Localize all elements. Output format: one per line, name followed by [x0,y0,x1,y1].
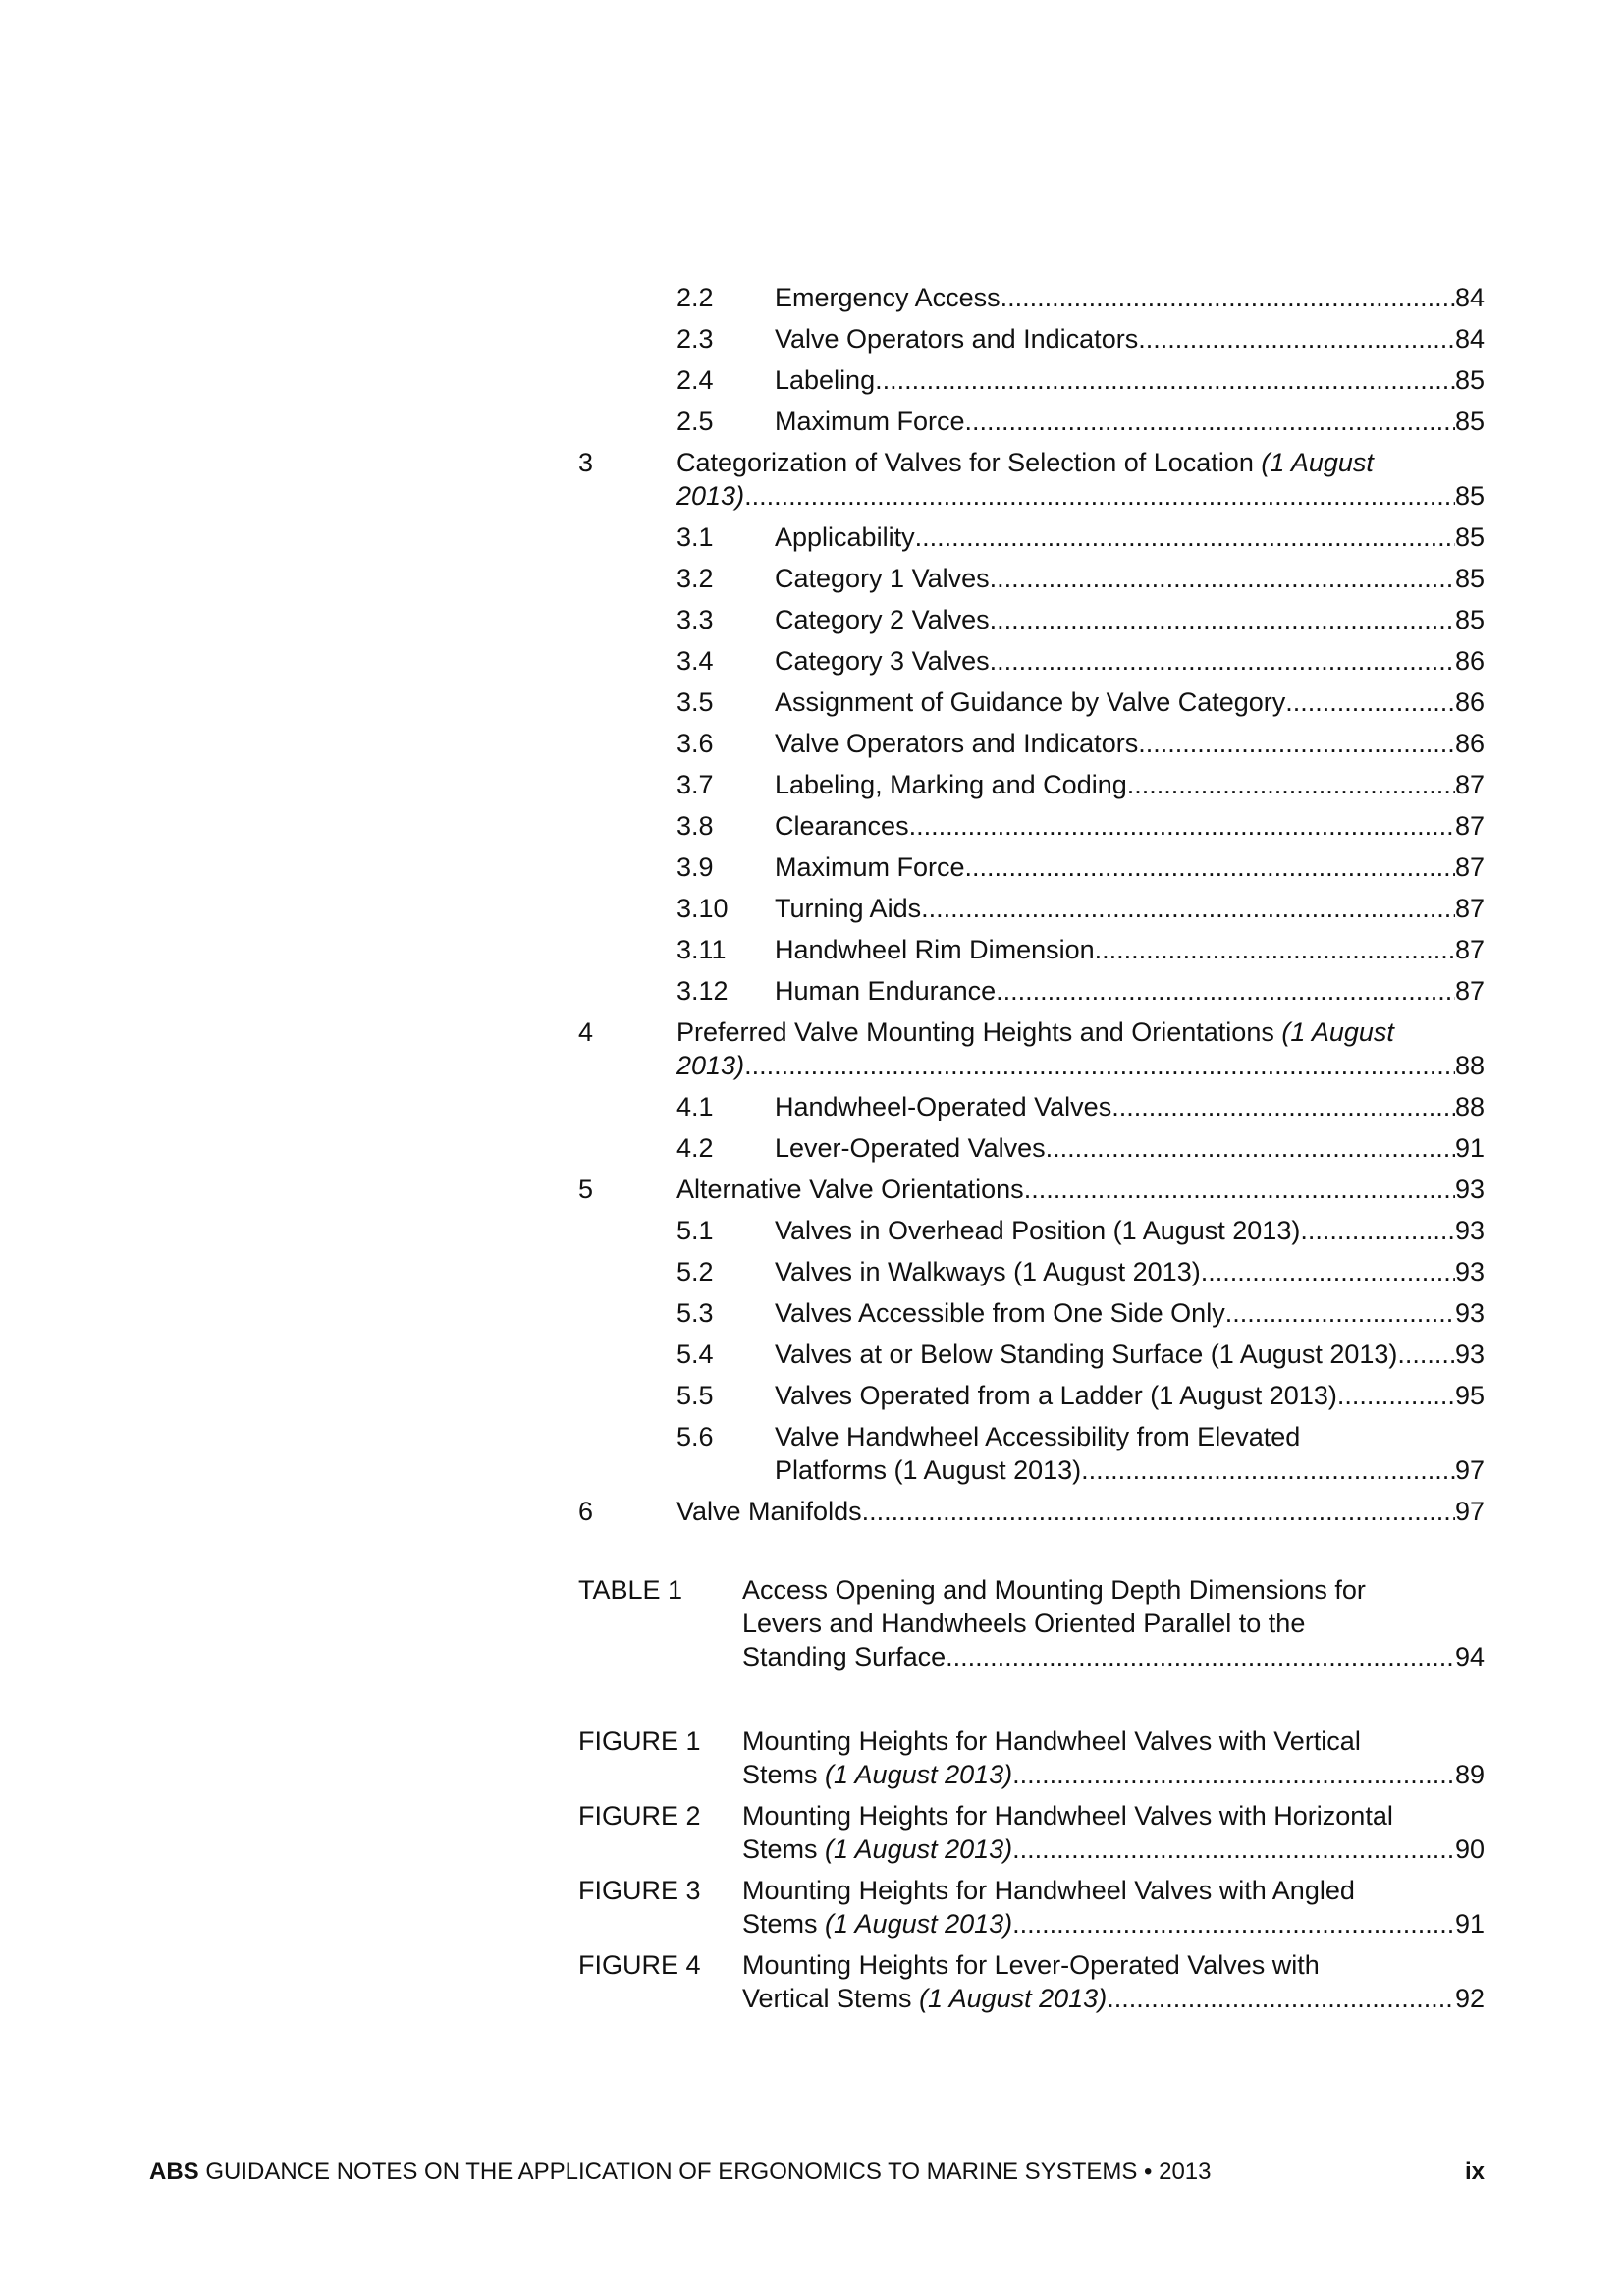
dot-leader [921,892,1455,925]
toc-figure-title-continued: Vertical Stems [742,1984,920,2013]
dot-leader [996,974,1455,1008]
toc-entry-3[interactable] [0,446,1623,520]
toc-title: Lever-Operated Valves [775,1133,1046,1163]
toc-page: 95 [1454,1381,1485,1410]
dot-leader [1024,1173,1455,1206]
toc-page: 91 [1454,1909,1485,1939]
dot-leader [990,644,1455,678]
dot-leader [915,520,1455,554]
toc-page: 91 [1454,1133,1485,1163]
toc-table-number: TABLE 1 [578,1575,683,1605]
toc-page: 93 [1454,1339,1485,1369]
toc-entry-5-2[interactable] [0,1255,1623,1296]
toc-figure-number: FIGURE 4 [578,1950,701,1980]
toc-number: 3.8 [676,811,714,841]
toc-title: Categorization of Valves for Selection of Location [676,448,1262,477]
toc-title: Valves in Walkways (1 August 2013) [775,1257,1201,1286]
toc-entry-2-3[interactable] [0,322,1623,363]
toc-figure-title-continued: Stems [742,1909,826,1939]
dot-leader [990,603,1455,636]
toc-number: 5.3 [676,1298,714,1328]
toc-figure-4[interactable] [0,1948,1623,2023]
toc-number: 3.7 [676,770,714,799]
toc-title: Valves Operated from a Ladder (1 August 2013) [775,1381,1337,1410]
toc-title: Human Endurance [775,976,997,1006]
toc-number: 2.2 [676,283,714,312]
toc-entry-3-4[interactable] [0,644,1623,685]
toc-page: 86 [1454,646,1485,676]
toc-figure-3[interactable] [0,1874,1623,1948]
dot-leader [1285,685,1455,719]
toc-entry-3-3[interactable] [0,603,1623,644]
dot-leader [1225,1296,1455,1330]
toc-page: 87 [1454,770,1485,799]
toc-number: 2.3 [676,324,714,354]
toc-page: 87 [1454,894,1485,923]
toc-title: Category 2 Valves [775,605,990,634]
toc-title: Valve Handwheel Accessibility from Elevated [775,1422,1301,1451]
toc-number: 3.6 [676,729,714,758]
dot-leader [1095,933,1455,966]
toc-entry-5-3[interactable] [0,1296,1623,1338]
toc-figure-title: Mounting Heights for Handwheel Valves with Angled [742,1876,1355,1905]
dot-leader [965,405,1455,438]
toc-title: Labeling, Marking and Coding [775,770,1127,799]
toc-entry-3-6[interactable] [0,727,1623,768]
toc-figure-title: Mounting Heights for Handwheel Valves with Vertical [742,1726,1361,1756]
toc-figure-note: (1 August 2013) [825,1909,1013,1939]
toc-figure-number: FIGURE 1 [578,1726,701,1756]
toc-page: 93 [1454,1216,1485,1245]
toc-number: 5.4 [676,1339,714,1369]
toc-title-continued: Platforms (1 August 2013) [775,1455,1082,1485]
toc-title: Category 3 Valves [775,646,990,676]
toc-page: 85 [1454,564,1485,593]
toc-page: 87 [1454,935,1485,964]
toc-title: Alternative Valve Orientations [676,1175,1024,1204]
page-footer [149,2155,1485,2190]
table-of-contents [0,281,1623,2023]
toc-number: 3.9 [676,852,714,882]
toc-title: Valve Manifolds [676,1497,862,1526]
dot-leader [1300,1214,1455,1247]
toc-number: 6 [578,1497,594,1526]
dot-leader [744,1049,1455,1082]
toc-title: Valve Operators and Indicators [775,324,1139,354]
dot-leader [1081,1453,1455,1487]
dot-leader [909,809,1455,843]
toc-entry-2-2[interactable] [0,281,1623,322]
dot-leader [965,850,1455,884]
toc-entry-6[interactable] [0,1495,1623,1536]
toc-page: 85 [1454,407,1485,436]
toc-figure-title-continued: Stems [742,1834,826,1864]
toc-page: 97 [1454,1455,1485,1485]
toc-number: 5.1 [676,1216,714,1245]
toc-entry-3-5[interactable] [0,685,1623,727]
dot-leader [744,479,1455,513]
toc-title-note: (1 August [1281,1017,1394,1047]
toc-page: 92 [1454,1984,1485,2013]
toc-title-continued: 2013) [676,1051,745,1080]
dot-leader [1138,322,1455,355]
toc-figure-title: Mounting Heights for Lever-Operated Valves with [742,1950,1320,1980]
toc-page: 90 [1454,1834,1485,1864]
toc-number: 3.3 [676,605,714,634]
toc-entry-4[interactable] [0,1015,1623,1090]
toc-entry-3-7[interactable] [0,768,1623,809]
toc-number: 3.2 [676,564,714,593]
toc-entry-5[interactable] [0,1173,1623,1214]
toc-figure-title-continued: Stems [742,1760,826,1789]
toc-page: 84 [1454,324,1485,354]
toc-page: 84 [1454,283,1485,312]
toc-title: Valves in Overhead Position (1 August 2013) [775,1216,1301,1245]
toc-title: Maximum Force [775,852,965,882]
toc-table-1[interactable] [0,1573,1623,1681]
dot-leader [1138,727,1455,760]
toc-number: 3.12 [676,976,729,1006]
toc-figure-1[interactable] [0,1724,1623,1799]
toc-entry-3-10[interactable] [0,892,1623,933]
toc-entry-5-1[interactable] [0,1214,1623,1255]
dot-leader [1111,1090,1455,1123]
toc-page: 88 [1454,1092,1485,1121]
toc-figure-number: FIGURE 3 [578,1876,701,1905]
toc-title: Emergency Access [775,283,1001,312]
toc-figure-note: (1 August 2013) [919,1984,1108,2013]
toc-number: 3.5 [676,687,714,717]
toc-title: Valves Accessible from One Side Only [775,1298,1225,1328]
toc-page: 93 [1454,1257,1485,1286]
dot-leader [862,1495,1455,1528]
toc-title: Handwheel-Operated Valves [775,1092,1112,1121]
toc-page: 85 [1454,365,1485,395]
toc-entry-2-4[interactable] [0,363,1623,405]
toc-number: 4.2 [676,1133,714,1163]
toc-entry-3-1[interactable] [0,520,1623,562]
dot-leader [946,1640,1455,1673]
dot-leader [1012,1832,1455,1866]
toc-entry-5-5[interactable] [0,1379,1623,1420]
toc-page: 87 [1454,852,1485,882]
toc-table-title-continued: Standing Surface [742,1642,947,1671]
toc-number: 5.2 [676,1257,714,1286]
toc-number: 2.4 [676,365,714,395]
toc-title: Assignment of Guidance by Valve Category [775,687,1286,717]
toc-page: 94 [1454,1642,1485,1671]
dot-leader [1012,1758,1455,1791]
toc-number: 4.1 [676,1092,714,1121]
toc-title: Valve Operators and Indicators [775,729,1139,758]
toc-figure-title: Mounting Heights for Handwheel Valves with Horizontal [742,1801,1393,1831]
toc-entry-5-6[interactable] [0,1420,1623,1495]
toc-number: 3.4 [676,646,714,676]
toc-page: 93 [1454,1175,1485,1204]
toc-title: Category 1 Valves [775,564,990,593]
toc-page: 88 [1454,1051,1485,1080]
toc-figure-note: (1 August 2013) [825,1760,1013,1789]
dot-leader [1337,1379,1455,1412]
toc-entry-3-11[interactable] [0,933,1623,974]
toc-number: 3.10 [676,894,729,923]
toc-page: 86 [1454,729,1485,758]
toc-page: 85 [1454,605,1485,634]
toc-page: 89 [1454,1760,1485,1789]
dot-leader [1201,1255,1455,1288]
page-number: ix [1464,2159,1485,2185]
toc-page: 87 [1454,976,1485,1006]
toc-number: 3.11 [676,935,727,964]
toc-number: 3 [578,448,594,477]
toc-title: Clearances [775,811,909,841]
dot-leader [1001,281,1455,314]
toc-title: Valves at or Below Standing Surface (1 August 2013) [775,1339,1398,1369]
toc-page: 97 [1454,1497,1485,1526]
toc-entry-4-1[interactable] [0,1090,1623,1131]
toc-entry-3-2[interactable] [0,562,1623,603]
toc-number: 2.5 [676,407,714,436]
toc-title-note: (1 August [1261,448,1374,477]
toc-figure-2[interactable] [0,1799,1623,1874]
toc-number: 5.6 [676,1422,714,1451]
toc-entry-3-9[interactable] [0,850,1623,892]
toc-page: 85 [1454,481,1485,511]
toc-title: Turning Aids [775,894,922,923]
toc-title: Handwheel Rim Dimension [775,935,1095,964]
toc-figure-number: FIGURE 2 [578,1801,701,1831]
dot-leader [1397,1338,1455,1371]
toc-figure-note: (1 August 2013) [825,1834,1013,1864]
toc-title: Maximum Force [775,407,965,436]
toc-title: Labeling [775,365,876,395]
dot-leader [1012,1907,1455,1941]
toc-number: 5 [578,1175,594,1204]
toc-number: 3.1 [676,522,714,552]
toc-entry-4-2[interactable] [0,1131,1623,1173]
dot-leader [875,363,1455,397]
footer-brand: ABS [149,2159,199,2185]
toc-page: 86 [1454,687,1485,717]
toc-title: Applicability [775,522,915,552]
footer-title: GUIDANCE NOTES ON THE APPLICATION OF ERGONOMICS TO MARINE SYSTEMS • 2013 [198,2159,1212,2185]
dot-leader [1127,768,1455,801]
toc-page: 85 [1454,522,1485,552]
toc-entry-3-8[interactable] [0,809,1623,850]
toc-entry-2-5[interactable] [0,405,1623,446]
dot-leader [1046,1131,1455,1165]
toc-number: 5.5 [676,1381,714,1410]
toc-table-title-line-2: Levers and Handwheels Oriented Parallel to the [742,1609,1306,1638]
toc-entry-3-12[interactable] [0,974,1623,1015]
toc-entry-5-4[interactable] [0,1338,1623,1379]
toc-page: 93 [1454,1298,1485,1328]
toc-number: 4 [578,1017,594,1047]
dot-leader [990,562,1455,595]
toc-table-title-line-1: Access Opening and Mounting Depth Dimensions for [742,1575,1366,1605]
toc-title: Preferred Valve Mounting Heights and Orientations [676,1017,1282,1047]
toc-page: 87 [1454,811,1485,841]
toc-title-continued: 2013) [676,481,745,511]
dot-leader [1107,1982,1455,2015]
